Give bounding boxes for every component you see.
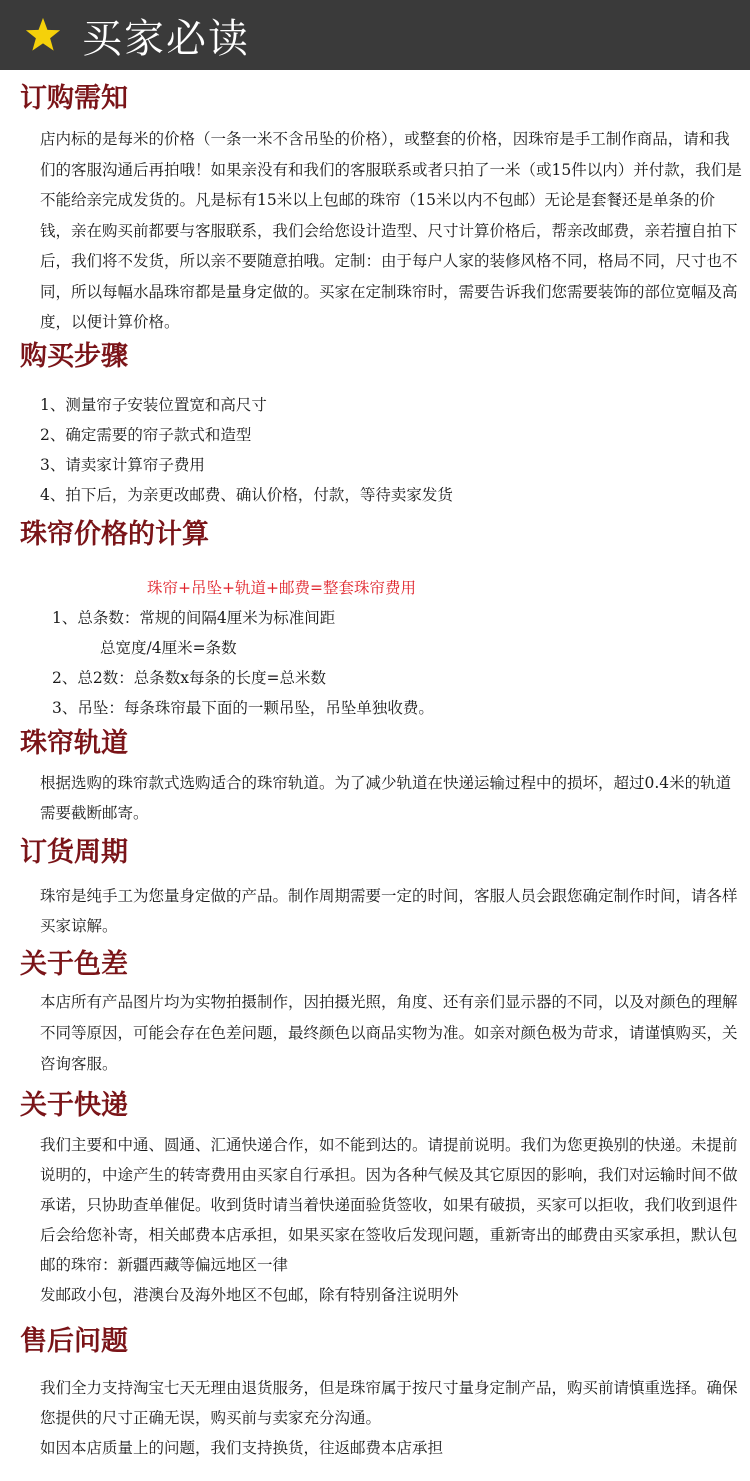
aftersale-text: 我们全力支持淘宝七天无理由退货服务，但是珠帘属于按尺寸量身定制产品，购买前请慎重选择。确保您提供的尺寸正确无误，购买前与卖家充分沟通。 <box>40 1379 738 1427</box>
express-text: 我们主要和中通、圆通、汇通快递合作，如不能到达的。请提前说明。我们为您更换别的快递。未提前说明的，中途产生的转寄费用由买家自行承担。因为各种气候及其它原因的影响，我们对运输时间不做承诺，只协助查单催促。收到货时请当着快递面验货签收，如果有破损，买家可以拒收，我们收到退件后会给您补寄，相关邮费本店承担，如果买家在签收后发现问题，重新寄出的邮费由买家承担，默认包邮的珠帘：新疆西藏等偏远地区一律 <box>40 1136 738 1274</box>
step-item-3: 3、请卖家计算帘子费用 <box>40 456 205 474</box>
heading-cycle: 订货周期 <box>20 837 128 868</box>
heading-color: 关于色差 <box>20 949 128 980</box>
pricing-line-3: 3、吊坠：每条珠帘最下面的一颗吊坠，吊坠单独收费。 <box>52 699 434 717</box>
pricing-line-1: 1、总条数：常规的间隔4厘米为标准间距 <box>52 609 336 627</box>
order-notice-text: 店内标的是每米的价格（一条一米不含吊坠的价格），或整套的价格，因珠帘是手工制作商品，请和我们的客服沟通后再拍哦！如果亲没有和我们的客服联系或者只拍了一米（或15件以内）并付款，我们是不能给亲完成发货的。凡是标有15米以上包邮的珠帘（15米以内不包邮）无论是套餐还是单条的价钱，亲在购买前都要与客服联系，我们会给您设计造型、尺寸计算价格后，帮亲改邮费，亲若擅自拍下后，我们将不发货，所以亲不要随意拍哦。定制：由于每户人家的装修风格不同，格局不同，尺寸也不同，所以每幅水晶珠帘都是量身定做的。买家在定制珠帘时，需要告诉我们您需要装饰的部位宽幅及高度，以便计算价格。 <box>40 130 742 331</box>
pricing-line-2: 2、总2数：总条数x每条的长度=总米数 <box>52 669 326 687</box>
header-banner <box>0 0 750 70</box>
star-icon <box>24 16 62 54</box>
heading-pricing: 珠帘价格的计算 <box>20 519 209 550</box>
step-item-4: 4、拍下后，为亲更改邮费、确认价格，付款，等待卖家发货 <box>40 486 453 504</box>
track-text: 根据选购的珠帘款式选购适合的珠帘轨道。为了减少轨道在快递运输过程中的损坏，超过0.4米的轨道需要截断邮寄。 <box>40 774 732 822</box>
step-item-2: 2、确定需要的帘子款式和造型 <box>40 426 252 444</box>
heading-express: 关于快递 <box>20 1090 128 1121</box>
aftersale-text-2: 如因本店质量上的问题，我们支持换货，往返邮费本店承担 <box>40 1439 444 1457</box>
heading-aftersale: 售后问题 <box>20 1326 128 1357</box>
heading-order-notice: 订购需知 <box>20 83 128 114</box>
heading-steps: 购买步骤 <box>20 341 128 372</box>
step-item-1: 1、测量帘子安装位置宽和高尺寸 <box>40 396 267 414</box>
heading-track: 珠帘轨道 <box>20 728 128 759</box>
express-text-2: 发邮政小包，港澳台及海外地区不包邮，除有特别备注说明外 <box>40 1286 459 1304</box>
banner-title: 买家必读 <box>82 15 250 62</box>
cycle-text: 珠帘是纯手工为您量身定做的产品。制作周期需要一定的时间，客服人员会跟您确定制作时间，请各样买家谅解。 <box>40 887 738 935</box>
pricing-line-1b: 总宽度/4厘米=条数 <box>100 639 237 657</box>
color-text: 本店所有产品图片均为实物拍摄制作，因拍摄光照，角度、还有亲们显示器的不同，以及对颜色的理解不同等原因，可能会存在色差问题，最终颜色以商品实物为准。如亲对颜色极为苛求，请谨慎购买，关咨询客服。 <box>40 993 738 1073</box>
pricing-formula: 珠帘+吊坠+轨道+邮费=整套珠帘费用 <box>147 579 416 597</box>
